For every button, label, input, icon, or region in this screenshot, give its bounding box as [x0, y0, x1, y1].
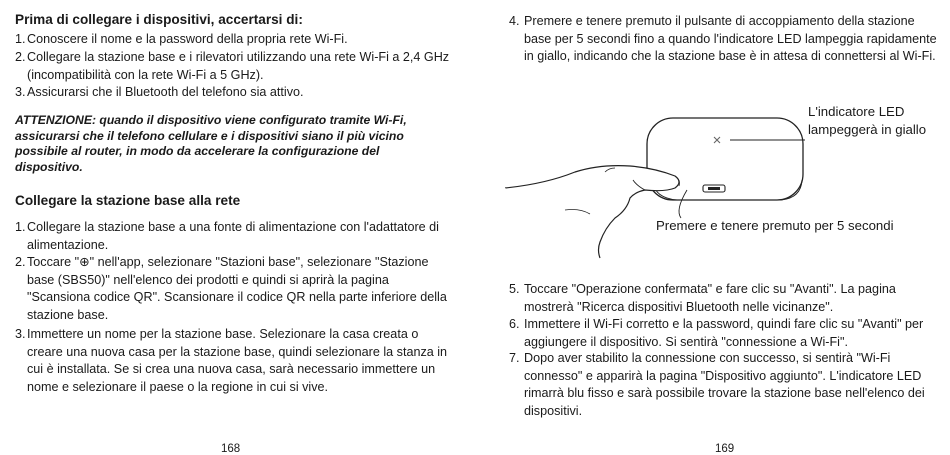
list-item: 7. Dopo aver stabilito la connessione con successo, si sentirà "Wi-Fi connesso" e apparirà la pagina "Dispositivo aggiunto". L'indicatore LED rimarrà blu fisso e sarà possibile trovare la stazione base nell'elenco dei dispositivi. — [509, 351, 925, 418]
list-item: 1. Collegare la stazione base a una fonte di alimentazione con l'adattatore di alimentazione. — [15, 220, 439, 252]
finger-icon — [505, 166, 679, 258]
list-item: 5. Toccare "Operazione confermata" e fare clic su "Avanti". La pagina mostrerà "Ricerca dispositivi Bluetooth nelle vicinanze". — [509, 282, 896, 314]
heading-before-connecting: Prima di collegare i dispositivi, accertarsi di: — [15, 12, 303, 27]
list-item: 3. Immettere un nome per la stazione base. Selezionare la casa creata o creare una nuova casa per la stazione base, quindi selezionare la stanza in cui è installata. Se si crea una nuova casa, sarà necessario immettere un nome e selezionare il paese o la regione in cui si vive. — [15, 327, 448, 394]
list-item: 4. Premere e tenere premuto il pulsante di accoppiamento della stazione base per 5 secondi fino a quando l'indicatore LED lampeggia rapidamente in giallo, indicando che la stazione base è in attesa di connettersi al Wi-Fi. — [509, 14, 937, 63]
press-hold-label: Premere e tenere premuto per 5 secondi — [656, 218, 894, 233]
warning-note: ATTENZIONE: quando il dispositivo viene configurato tramite Wi-Fi, assicurarsi che il telefono cellulare e i dispositivi siano il più vicino possibile al router, in modo da accelerare la configurazione del dispositivo. — [15, 113, 407, 174]
list-item: 3. Assicurarsi che il Bluetooth del telefono sia attivo. — [15, 85, 304, 99]
led-indicator-label: L'indicatore LED lampeggerà in giallo — [808, 104, 927, 137]
list-item: 2. Toccare "⊕" nell'app, selezionare "Stazioni base", selezionare "Stazione base (SBS50)" nell'elenco dei prodotti e quindi si aprirà la pagina "Scansiona codice QR". Scansionare il codice QR nella parte inferiore della stazione base. — [15, 255, 447, 322]
page-number: 168 — [221, 443, 241, 455]
list-item: 2. Collegare la stazione base e i rilevatori utilizzando una rete Wi-Fi a 2,4 GHz (incompatibilità con la rete Wi-Fi a 5 GHz). — [15, 50, 450, 82]
list-item: 1. Conoscere il nome e la password della propria rete Wi-Fi. — [15, 32, 348, 46]
heading-connect-base-station: Collegare la stazione base alla rete — [15, 193, 241, 208]
right-page — [475, 0, 950, 455]
base-station-illustration — [505, 110, 805, 260]
page-number: 169 — [715, 443, 735, 455]
list-item: 6. Immettere il Wi-Fi corretto e la password, quindi fare clic su "Avanti" per aggiungere il dispositivo. Si sentirà "connessione a Wi-Fi". — [509, 317, 924, 349]
